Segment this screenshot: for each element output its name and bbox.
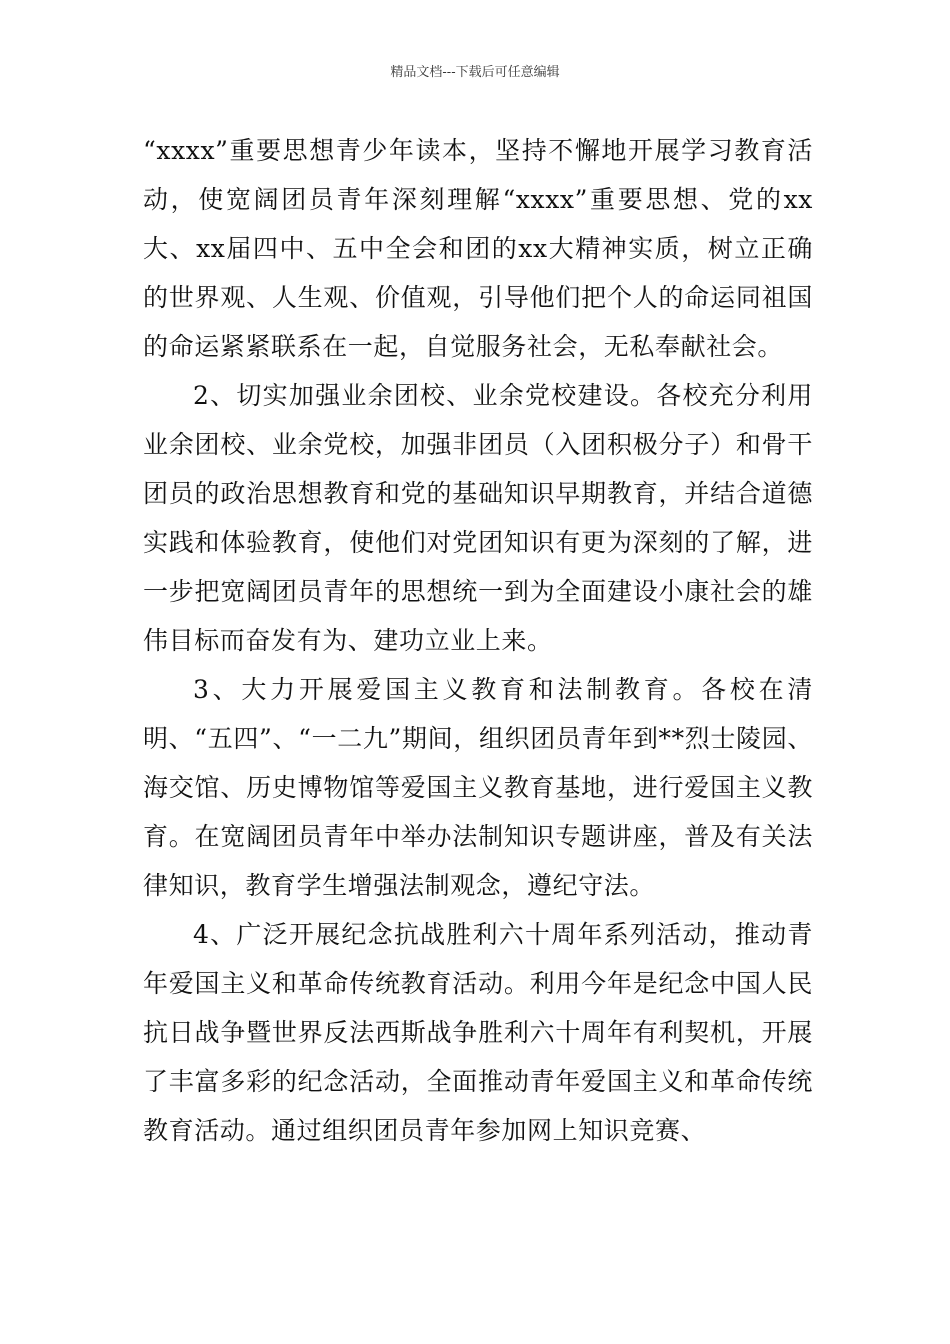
paragraph-item-3: 3、大力开展爱国主义教育和法制教育。各校在清明、“五四”、“一二九”期间，组织团员青年到**烈士陵园、海交馆、历史博物馆等爱国主义教育基地，进行爱国主义教育。在宽阔团员青年中举办法制知识专题讲座，普及有关法律知识，教育学生增强法制观念，遵纪守法。 [143, 675, 813, 900]
document-body [143, 126, 813, 1155]
paragraph-item-4: 4、广泛开展纪念抗战胜利六十周年系列活动，推动青年爱国主义和革命传统教育活动。利用今年是纪念中国人民抗日战争暨世界反法西斯战争胜利六十周年有利契机，开展了丰富多彩的纪念活动，全面推动青年爱国主义和革命传统教育活动。通过组织团员青年参加网上知识竞赛、 [143, 920, 813, 1145]
page-header: 精品文档---下载后可任意编辑 [390, 65, 560, 80]
paragraph-continued: “xxxx”重要思想青少年读本，坚持不懈地开展学习教育活动，使宽阔团员青年深刻理解“xxxx”重要思想、党的xx大、xx届四中、五中全会和团的xx大精神实质，树立正确的世界观、人生观、价值观，引导他们把个人的命运同祖国的命运紧紧联系在一起，自觉服务社会，无私奉献社会。 [143, 136, 813, 361]
paragraph-item-2: 2、切实加强业余团校、业余党校建设。各校充分利用业余团校、业余党校，加强非团员（入团积极分子）和骨干团员的政治思想教育和党的基础知识早期教育，并结合道德实践和体验教育，使他们对党团知识有更为深刻的了解，进一步把宽阔团员青年的思想统一到为全面建设小康社会的雄伟目标而奋发有为、建功立业上来。 [143, 381, 813, 655]
